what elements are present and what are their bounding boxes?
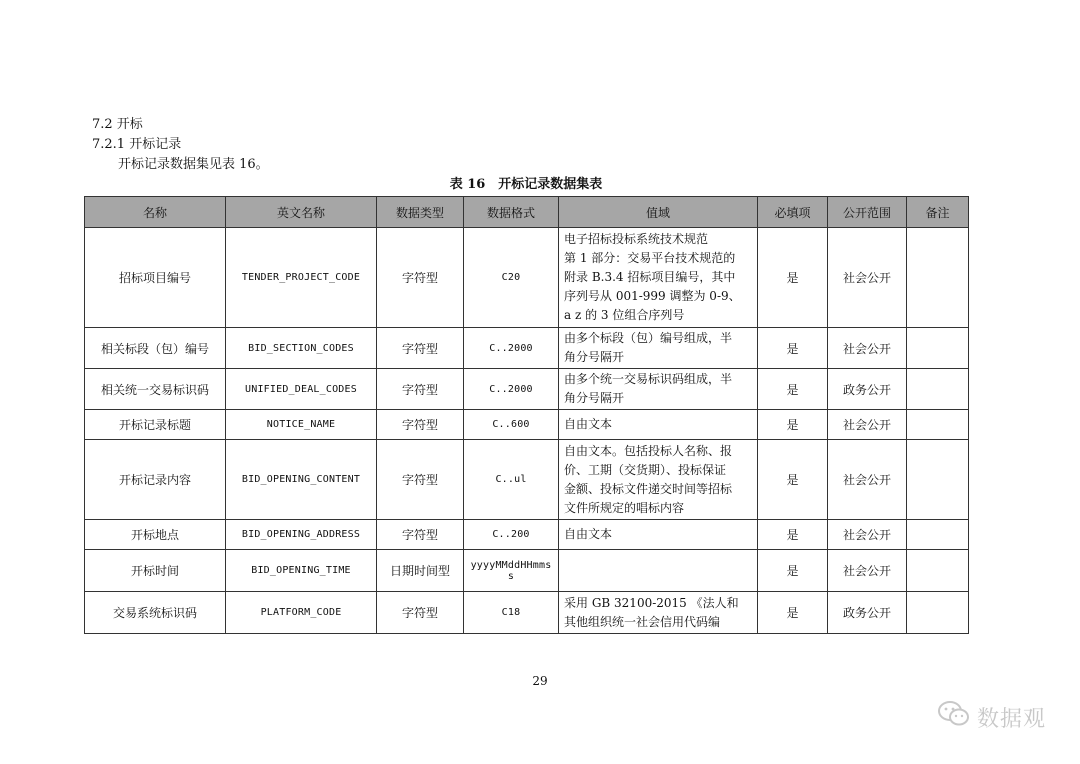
header-required: 必填项 — [758, 197, 828, 228]
cell-required: 是 — [758, 328, 828, 369]
wechat-icon — [937, 700, 971, 734]
cell-english-name: BID_OPENING_CONTENT — [226, 440, 377, 520]
cell-name: 相关标段（包）编号 — [85, 328, 226, 369]
cell-name: 交易系统标识码 — [85, 592, 226, 634]
cell-data-type: 字符型 — [377, 410, 464, 440]
cell-data-format: C..200 — [464, 520, 559, 550]
table-row — [85, 228, 969, 328]
cell-scope: 社会公开 — [828, 550, 907, 592]
cell-data-format: yyyyMMddHHmmss — [464, 550, 559, 592]
cell-english-name: BID_SECTION_CODES — [226, 328, 377, 369]
cell-required: 是 — [758, 369, 828, 410]
value-range-line: 采用 GB 32100-2015 《法人和 — [564, 595, 739, 610]
cell-name: 开标记录标题 — [85, 410, 226, 440]
header-data-format: 数据格式 — [464, 197, 559, 228]
value-range-line: 角分号隔开 — [564, 391, 625, 405]
cell-data-format: C..2000 — [464, 369, 559, 410]
cell-note — [907, 369, 969, 410]
cell-data-format: C18 — [464, 592, 559, 634]
table-row — [85, 410, 969, 440]
table-caption: 表 16 开标记录数据集表 — [449, 177, 603, 192]
value-range-line: 序列号从 001-999 调整为 0-9、 — [564, 289, 741, 303]
cell-value-range — [559, 228, 758, 328]
cell-scope: 社会公开 — [828, 440, 907, 520]
cell-data-type: 字符型 — [377, 228, 464, 328]
cell-english-name: BID_OPENING_TIME — [226, 550, 377, 592]
value-range-line: 由多个标段（包）编号组成，半 — [564, 331, 733, 345]
value-range-line: 自由文本 — [564, 417, 613, 431]
value-range-line: 价、工期（交货期）、投标保证 — [564, 462, 727, 477]
cell-data-format: C..600 — [464, 410, 559, 440]
cell-data-format: C20 — [464, 228, 559, 328]
header-data-type: 数据类型 — [377, 197, 464, 228]
cell-value-range — [559, 520, 758, 550]
value-range-line: 第 1 部分：交易平台技术规范的 — [564, 251, 736, 265]
cell-name: 开标地点 — [85, 520, 226, 550]
cell-name: 开标记录内容 — [85, 440, 226, 520]
value-range-line: 由多个统一交易标识码组成，半 — [564, 372, 733, 386]
cell-required: 是 — [758, 410, 828, 440]
watermark — [937, 700, 1046, 734]
header-name: 名称 — [85, 197, 226, 228]
intro-paragraph: 开标记录数据集见表 16。 — [118, 157, 269, 172]
data-set-table — [84, 196, 969, 634]
cell-required: 是 — [758, 440, 828, 520]
cell-value-range — [559, 369, 758, 410]
cell-note — [907, 520, 969, 550]
cell-data-type: 字符型 — [377, 440, 464, 520]
cell-english-name: TENDER_PROJECT_CODE — [226, 228, 377, 328]
cell-required: 是 — [758, 550, 828, 592]
cell-note — [907, 228, 969, 328]
value-range-line: 文件所规定的唱标内容 — [564, 500, 685, 515]
value-range-line: 自由文本 — [564, 527, 613, 541]
header-note: 备注 — [907, 197, 969, 228]
cell-data-type: 字符型 — [377, 328, 464, 369]
cell-data-type: 字符型 — [377, 369, 464, 410]
cell-data-type: 日期时间型 — [377, 550, 464, 592]
cell-required: 是 — [758, 592, 828, 634]
cell-scope: 社会公开 — [828, 228, 907, 328]
cell-english-name: UNIFIED_DEAL_CODES — [226, 369, 377, 410]
cell-data-type: 字符型 — [377, 520, 464, 550]
cell-data-type: 字符型 — [377, 592, 464, 634]
cell-note — [907, 328, 969, 369]
watermark-text: 数据观 — [976, 706, 1046, 732]
cell-value-range — [559, 550, 758, 592]
cell-note — [907, 550, 969, 592]
cell-data-format: C..2000 — [464, 328, 559, 369]
table-row — [85, 550, 969, 592]
cell-value-range — [559, 410, 758, 440]
cell-name: 招标项目编号 — [85, 228, 226, 328]
cell-scope: 社会公开 — [828, 410, 907, 440]
cell-value-range — [559, 592, 758, 634]
cell-note — [907, 410, 969, 440]
table-header-row — [85, 197, 969, 228]
table-row — [85, 440, 969, 520]
cell-name: 开标时间 — [85, 550, 226, 592]
cell-english-name: PLATFORM_CODE — [226, 592, 377, 634]
cell-scope: 社会公开 — [828, 520, 907, 550]
page-number: 29 — [532, 674, 548, 688]
cell-note — [907, 592, 969, 634]
table-row — [85, 369, 969, 410]
header-scope: 公开范围 — [828, 197, 907, 228]
value-range-line: 其他组织统一社会信用代码编 — [564, 614, 721, 629]
value-range-line: 自由文本。包括投标人名称、报 — [564, 443, 733, 458]
value-range-line: a z 的 3 位组合序列号 — [564, 308, 685, 322]
subsection-heading: 7.2.1 开标记录 — [92, 137, 182, 152]
cell-note — [907, 440, 969, 520]
cell-english-name: BID_OPENING_ADDRESS — [226, 520, 377, 550]
section-heading: 7.2 开标 — [92, 117, 143, 132]
value-range-line: 附录 B.3.4 招标项目编号，其中 — [564, 270, 736, 284]
cell-value-range — [559, 440, 758, 520]
header-english-name: 英文名称 — [226, 197, 377, 228]
value-range-line: 金额、投标文件递交时间等招标 — [564, 481, 733, 496]
cell-english-name: NOTICE_NAME — [226, 410, 377, 440]
cell-required: 是 — [758, 520, 828, 550]
cell-scope: 社会公开 — [828, 328, 907, 369]
cell-scope: 政务公开 — [828, 369, 907, 410]
cell-name: 相关统一交易标识码 — [85, 369, 226, 410]
table-row — [85, 592, 969, 634]
value-range-line: 电子招标投标系统技术规范 — [564, 232, 709, 246]
value-range-line: 角分号隔开 — [564, 350, 625, 364]
cell-scope: 政务公开 — [828, 592, 907, 634]
cell-data-format: C..ul — [464, 440, 559, 520]
table-row — [85, 328, 969, 369]
cell-required: 是 — [758, 228, 828, 328]
header-value-range: 值域 — [559, 197, 758, 228]
table-row — [85, 520, 969, 550]
cell-value-range — [559, 328, 758, 369]
